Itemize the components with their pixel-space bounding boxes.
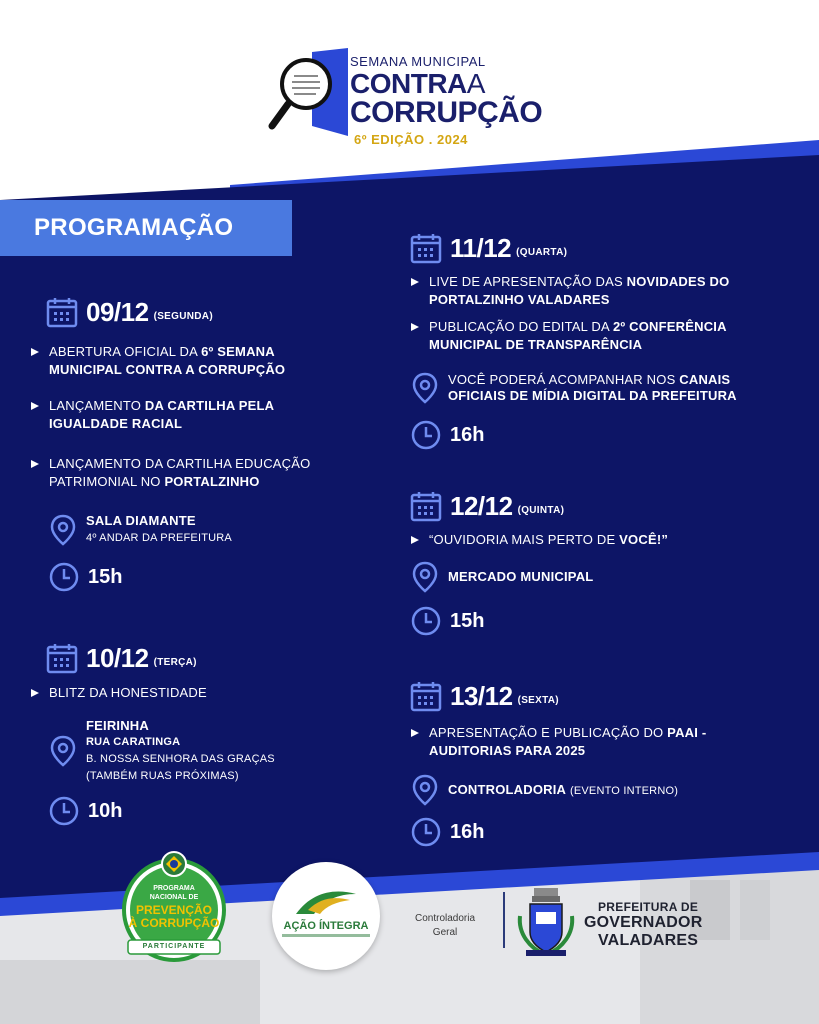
time [410, 419, 484, 451]
acao-integra-underline [282, 934, 370, 937]
location-bold: OFICIAIS DE MÍDIA DIGITAL DA PREFEITURA [448, 388, 737, 403]
play-bullet-icon [30, 688, 40, 698]
pnpc-logo [118, 850, 230, 968]
item-bold: PAAI - [667, 725, 707, 740]
date-weekday: (QUARTA) [516, 246, 568, 258]
acao-integra-icon [294, 884, 358, 920]
location-note: (EVENTO INTERNO) [569, 784, 679, 797]
time-value: 15h [450, 609, 485, 632]
governador-text: GOVERNADOR [584, 914, 703, 931]
location [410, 561, 593, 593]
clock-icon [410, 605, 442, 637]
pnpc-text: NACIONAL DE [149, 894, 199, 901]
play-bullet-icon [30, 401, 40, 411]
clock-icon [48, 561, 80, 593]
date-13-12 [410, 680, 559, 712]
item-bold: NOVIDADES DO [626, 274, 730, 289]
acao-integra-logo [272, 862, 380, 970]
location-name: FEIRINHA [86, 718, 149, 733]
item-bold: MUNICIPAL DE TRANSPARÊNCIA [429, 337, 643, 352]
date-number: 09/12 [86, 296, 149, 327]
event-item [410, 531, 668, 549]
time-value: 15h [88, 565, 123, 588]
header-title-line2: CORRUPÇÃO [350, 96, 543, 129]
clock-icon [48, 795, 80, 827]
item-bold: PORTALZINHO VALADARES [429, 292, 610, 307]
location-detail: B. NOSSA SENHORA DAS GRAÇAS [86, 753, 275, 765]
date-10-12 [46, 642, 197, 674]
footer-divider [503, 892, 505, 948]
date-11-12 [410, 232, 567, 264]
item-bold: 6º SEMANA [201, 344, 275, 359]
location-pin-icon [410, 372, 440, 404]
controladoria-text: Controladoria [415, 913, 476, 924]
event-item [410, 724, 706, 760]
location-detail: 4º ANDAR DA PREFEITURA [86, 532, 232, 544]
play-bullet-icon [30, 459, 40, 469]
event-item [410, 273, 729, 309]
pnpc-text: PREVENÇÃO [135, 903, 212, 917]
date-number: 13/12 [450, 680, 513, 711]
item-bold: AUDITORIAS PARA 2025 [429, 743, 586, 758]
location-pin-icon [410, 774, 440, 806]
item-bold: DA CARTILHA PELA [144, 398, 275, 413]
date-12-12 [410, 490, 564, 522]
programacao-tab [0, 200, 292, 256]
location-pin-icon [410, 561, 440, 593]
play-bullet-icon [410, 277, 420, 287]
play-bullet-icon [30, 347, 40, 357]
valadares-text: VALADARES [598, 932, 699, 949]
calendar-icon [46, 642, 78, 674]
item-bold: VOCÊ!” [619, 532, 669, 547]
date-weekday: (SEXTA) [517, 694, 559, 706]
acao-integra-text: AÇÃO ÍNTEGRA [283, 920, 369, 932]
pnpc-text: À CORRUPÇÃO [128, 916, 220, 930]
pnpc-text: PROGRAMA [153, 885, 195, 892]
item-bold: 2º CONFERÊNCIA [612, 319, 727, 334]
calendar-icon [46, 296, 78, 328]
date-weekday: (SEGUNDA) [153, 310, 213, 322]
event-item [30, 455, 310, 491]
controladoria-geral [415, 912, 475, 940]
location-name: CONTROLADORIA [448, 781, 567, 797]
location [48, 718, 275, 784]
event-item [410, 318, 727, 354]
location-name: MERCADO MUNICIPAL [448, 569, 594, 584]
location-text: VOCÊ PODERÁ ACOMPANHAR NOS [448, 372, 680, 387]
time [410, 816, 484, 848]
item-text: BLITZ DA HONESTIDADE [49, 685, 207, 700]
date-09-12 [46, 296, 213, 328]
play-bullet-icon [410, 535, 420, 545]
location-detail: (TAMBÉM RUAS PRÓXIMAS) [86, 770, 239, 782]
item-bold: IGUALDADE RACIAL [49, 416, 183, 431]
location-name: SALA DIAMANTE [86, 513, 196, 528]
item-text: LIVE DE APRESENTAÇÃO DAS [429, 274, 627, 289]
magnifier-document-icon [268, 48, 348, 138]
pnpc-participante: PARTICIPANTE [142, 943, 206, 950]
item-text: ABERTURA OFICIAL DA [49, 344, 202, 359]
date-number: 12/12 [450, 490, 513, 521]
time [48, 561, 122, 593]
date-number: 10/12 [86, 642, 149, 673]
time-value: 16h [450, 423, 485, 446]
item-text: LANÇAMENTO DA CARTILHA EDUCAÇÃO [49, 456, 311, 471]
play-bullet-icon [410, 322, 420, 332]
time [410, 605, 484, 637]
date-weekday: (QUINTA) [517, 504, 565, 516]
clock-icon [410, 816, 442, 848]
programacao-label: PROGRAMAÇÃO [34, 214, 234, 241]
location-pin-icon [48, 735, 78, 767]
location [48, 513, 232, 546]
time [48, 795, 122, 827]
time-value: 16h [450, 820, 485, 843]
item-text: LANÇAMENTO [49, 398, 145, 413]
calendar-icon [410, 680, 442, 712]
location-bold: CANAIS [679, 372, 731, 387]
play-bullet-icon [410, 728, 420, 738]
calendar-icon [410, 490, 442, 522]
event-item [30, 343, 285, 379]
event-item [30, 397, 274, 433]
location-detail: RUA CARATINGA [86, 736, 181, 748]
item-bold: PORTALZINHO [164, 474, 260, 489]
time-value: 10h [88, 799, 123, 822]
coat-of-arms-icon [516, 886, 576, 958]
item-bold: MUNICIPAL CONTRA A CORRUPÇÃO [49, 362, 286, 377]
item-text: PUBLICAÇÃO DO EDITAL DA [429, 319, 613, 334]
location [410, 774, 678, 806]
event-logo [268, 48, 568, 158]
header-edition: 6º EDIÇÃO . 2024 [354, 132, 468, 147]
location [410, 372, 737, 404]
event-item [30, 684, 207, 702]
item-text: “OUVIDORIA MAIS PERTO DE [429, 532, 620, 547]
location-pin-icon [48, 514, 78, 546]
item-text: PATRIMONIAL NO [49, 474, 165, 489]
item-text: APRESENTAÇÃO E PUBLICAÇÃO DO [429, 725, 668, 740]
date-number: 11/12 [450, 232, 512, 263]
header-contra: CONTRA [350, 68, 467, 99]
calendar-icon [410, 232, 442, 264]
prefeitura-text: PREFEITURA DE [598, 900, 699, 914]
geral-text: Geral [432, 927, 458, 938]
header-subtitle: SEMANA MUNICIPAL [350, 54, 486, 69]
date-weekday: (TERÇA) [153, 656, 197, 668]
header-a: A [466, 68, 485, 99]
clock-icon [410, 419, 442, 451]
